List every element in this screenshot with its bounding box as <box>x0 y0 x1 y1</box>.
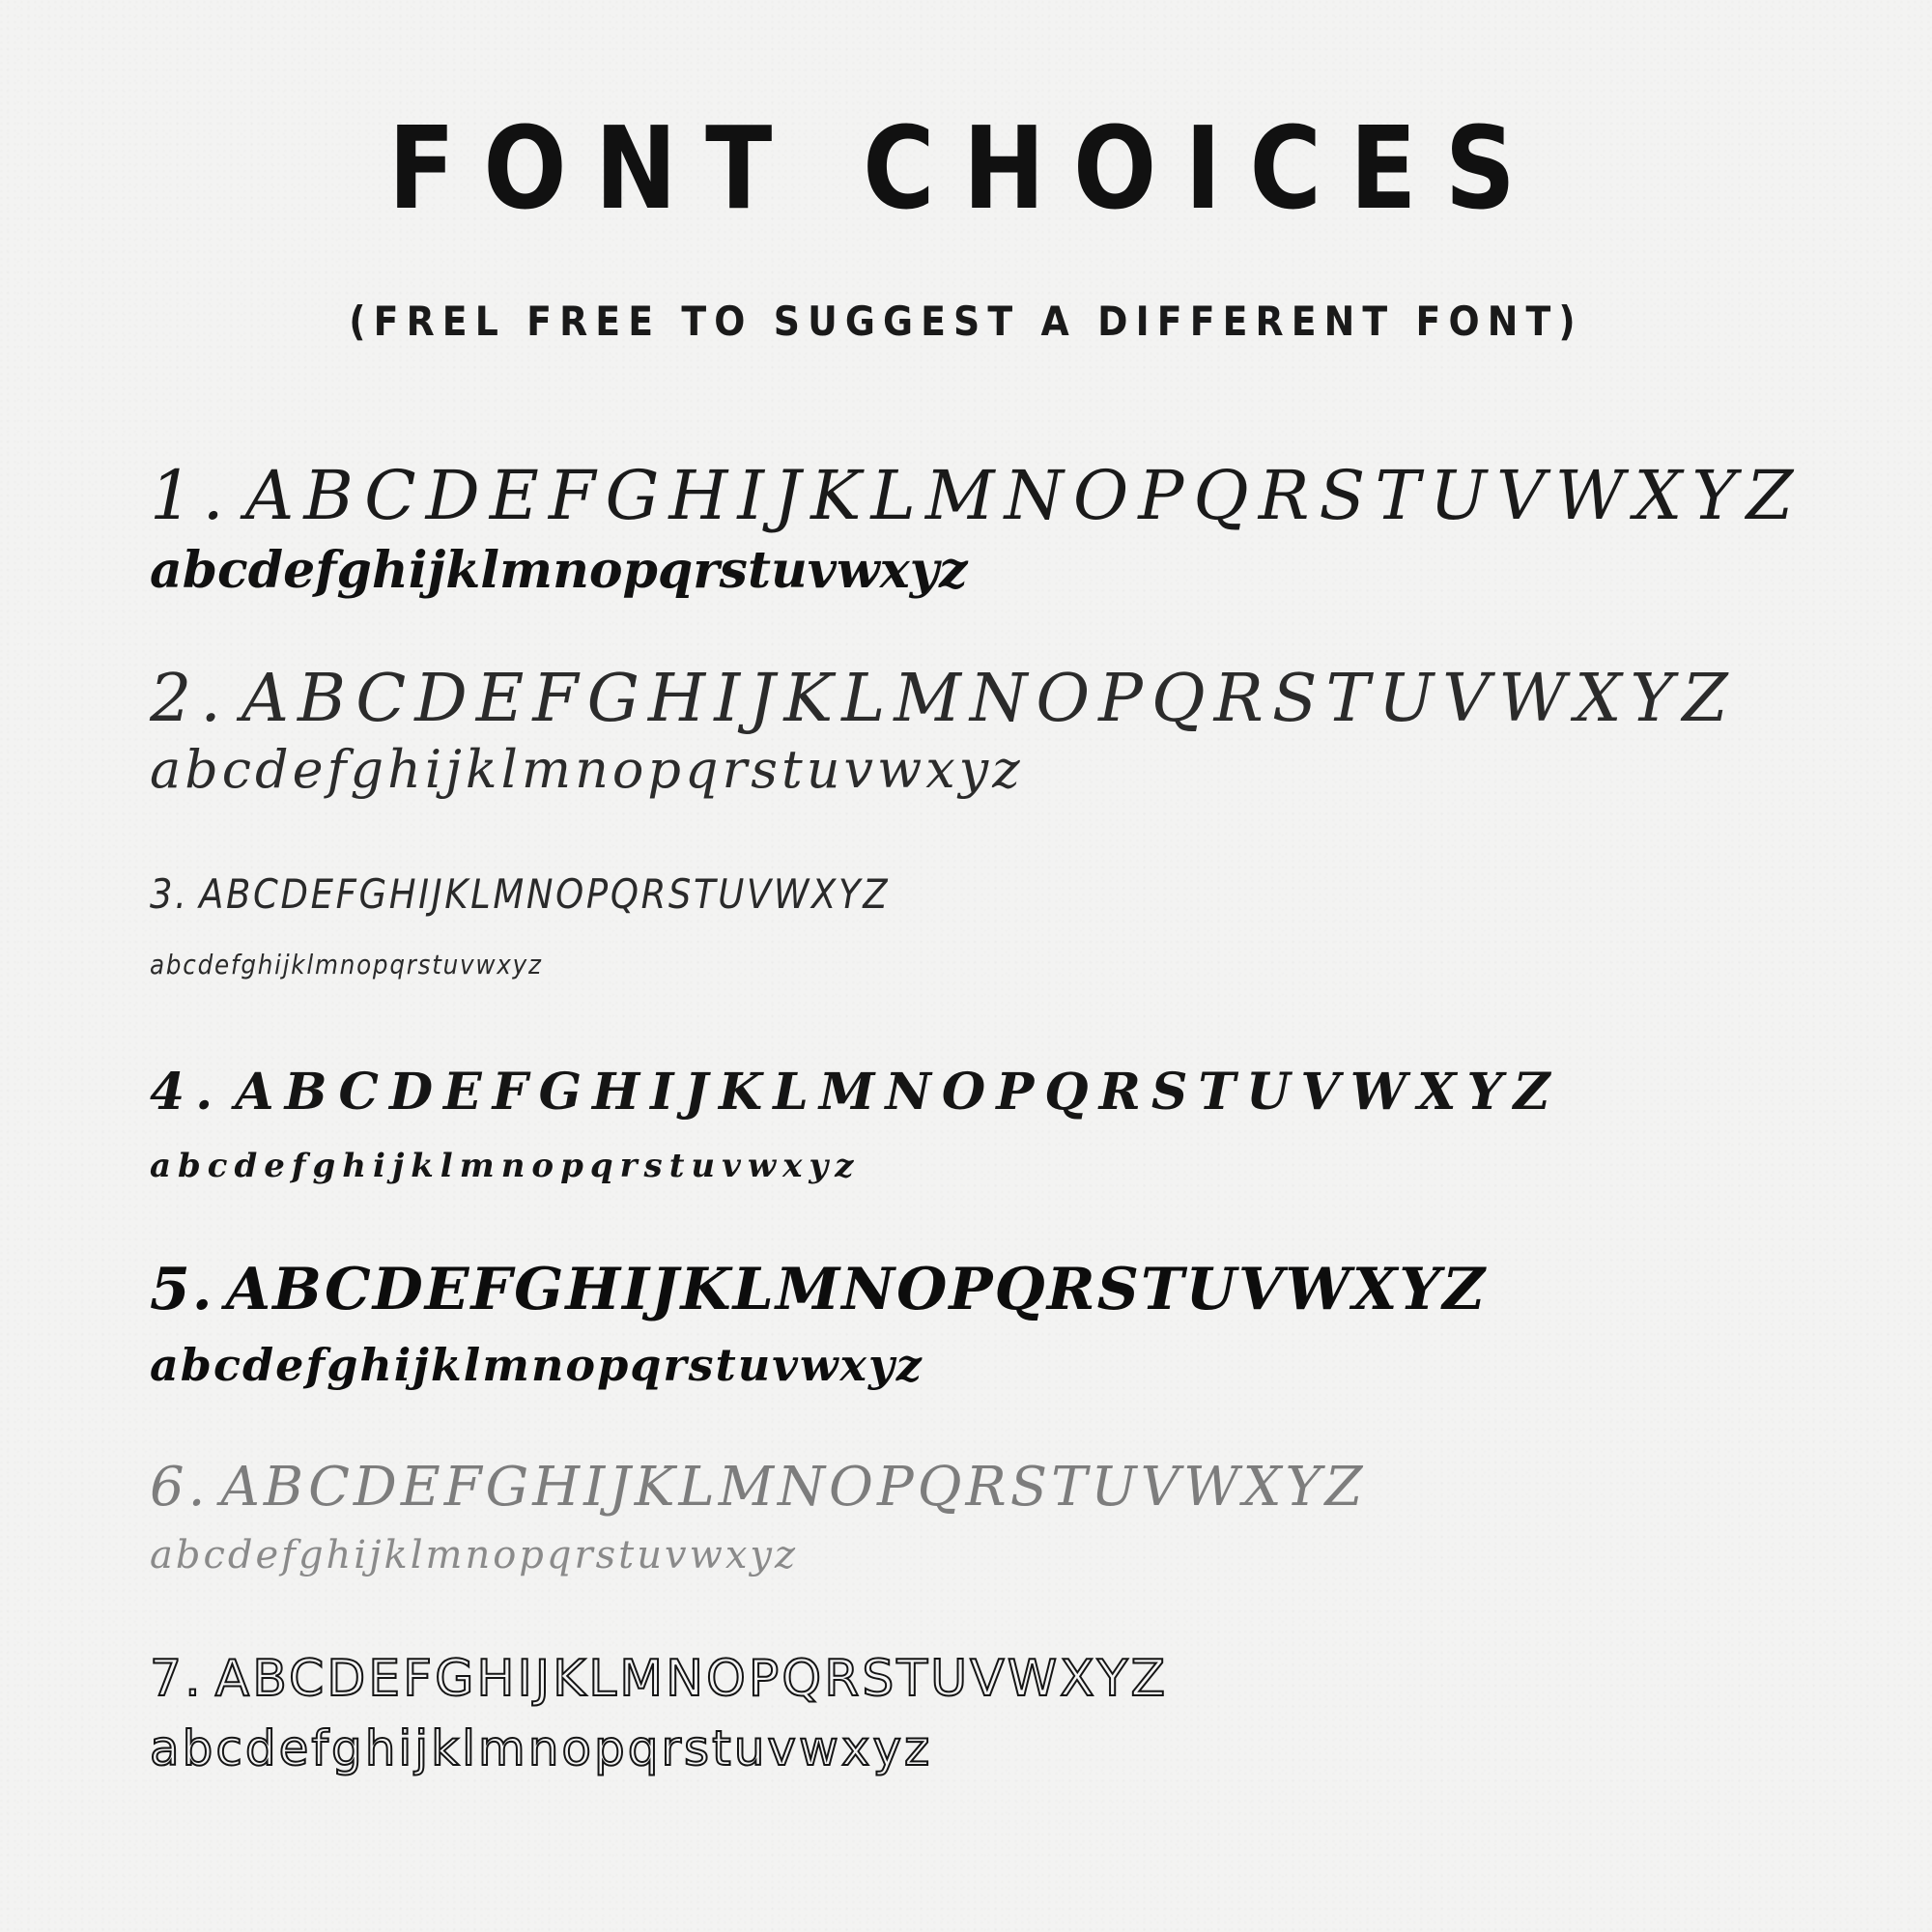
font-2-lowercase: abcdefghijklmnopqrstuvwxyz <box>150 739 1024 800</box>
font-2-uppercase <box>150 661 1737 737</box>
font-7-uppercase-letters: ABCDEFGHIJKLMNOPQRSTUVWXYZ <box>214 1650 1169 1708</box>
font-6-lowercase: abcdefghijklmnopqrstuvwxyz <box>150 1533 799 1577</box>
font-1-lowercase: abcdefghijklmnopqrstuvwxyz <box>150 541 968 600</box>
font-3-uppercase-letters: ABCDEFGHIJKLMNOPQRSTUVWXYZ <box>199 870 891 918</box>
font-5-uppercase <box>150 1256 1488 1323</box>
font-1-uppercase-letters: ABCDEFGHIJKLMNOPQRSTUVWXYZ <box>244 456 1804 535</box>
font-4-uppercase <box>150 1063 1561 1122</box>
font-6-number: 6. <box>150 1456 210 1519</box>
font-4-number: 4. <box>150 1063 224 1122</box>
font-4-uppercase-letters: ABCDEFGHIJKLMNOPQRSTUVWXYZ <box>235 1063 1561 1122</box>
font-2-number: 2. <box>150 661 230 737</box>
page-subtitle: (FREL FREE TO SUGGEST A DIFFERENT FONT) <box>349 298 1583 345</box>
font-3-number: 3. <box>150 870 189 918</box>
font-3-lowercase: abcdefghijklmnopqrstuvwxyz <box>150 949 543 980</box>
font-3-uppercase <box>150 870 891 918</box>
font-5-number: 5. <box>150 1256 214 1323</box>
font-5-uppercase-letters: ABCDEFGHIJKLMNOPQRSTUVWXYZ <box>225 1256 1488 1323</box>
font-7-lowercase: abcdefghijklmnopqrstuvwxyz <box>150 1720 933 1776</box>
font-1-number: 1. <box>150 456 234 535</box>
font-5-lowercase: abcdefghijklmnopqrstuvwxyz <box>150 1339 923 1391</box>
font-4-lowercase: abcdefghijklmnopqrstuvwxyz <box>150 1147 861 1185</box>
font-1-uppercase <box>150 456 1804 535</box>
page-title: FONT CHOICES <box>387 101 1545 235</box>
font-7-number: 7. <box>150 1650 204 1708</box>
font-6-uppercase <box>150 1456 1367 1519</box>
font-2-uppercase-letters: ABCDEFGHIJKLMNOPQRSTUVWXYZ <box>241 661 1737 737</box>
font-7-uppercase <box>150 1650 1169 1708</box>
font-6-uppercase-letters: ABCDEFGHIJKLMNOPQRSTUVWXYZ <box>220 1456 1367 1519</box>
